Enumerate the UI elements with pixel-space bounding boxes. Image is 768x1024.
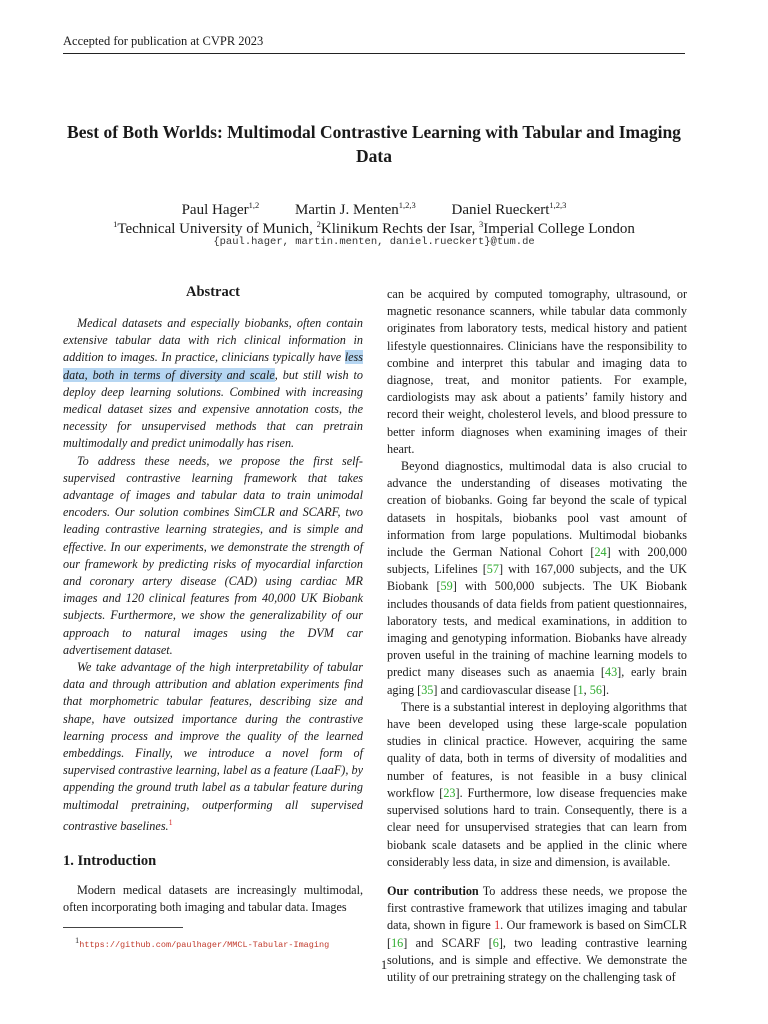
running-header: Accepted for publication at CVPR 2023 <box>63 34 264 48</box>
abstract <box>63 284 363 835</box>
citation-link[interactable]: 1 <box>577 682 584 697</box>
citation-link[interactable]: 56 <box>589 682 602 697</box>
footnote: $^1$https://github.com/paulhager/MMCL-Tabular-Imaging <box>75 934 330 950</box>
contribution-heading: Our contribution <box>387 883 479 898</box>
intro-paragraph: Modern medical datasets are increasingly multimodal, often incorporating both imaging and tabular data. Images <box>63 883 363 915</box>
author: Daniel Rueckert$^{1,2,3}$ <box>451 200 567 218</box>
citation-link[interactable]: 57 <box>486 562 499 577</box>
affiliations: $^1$Technical University of Munich, $^2$Klinikum Rechts der Isar, $^3$Imperial College London <box>113 219 635 237</box>
paper-title: Best of Both Worlds: Multimodal Contrastive Learning with Tabular and Imaging Data <box>67 122 681 166</box>
body-paragraph: There is a substantial interest in deploying algorithms that have been developed using these large-scale population studies in clinical practice. However, acquiring the same quality of data, both in terms of diversity of modalities and number of features, is not feasible in a busy clinical workflow [23]. Furthermore, low disease frequencies make supervised solutions hard to train. Consequently, there is a clear need for unsupervised strategies that can learn from biobank scale datasets and be applied in the clinic where considerably less data, in size and dimension, is available. <box>387 699 687 869</box>
abstract-heading: Abstract <box>186 284 240 300</box>
abstract-paragraph: Medical datasets and especially biobanks, often contain extensive tabular data with rich clinical information in addition to images. In practice, clinicians typically have less data, both in terms of diversity and scale, but still wish to deploy deep learning solutions. Combined with increasing medical dataset sizes and expensive annotation costs, the necessity for unsupervised methods that can pretrain multimodally and predict unimodally has risen. <box>63 316 363 451</box>
footnote-link[interactable]: https://github.com/paulhager/MMCL-Tabular-Imaging <box>79 939 330 950</box>
footnote-ref[interactable]: 1 <box>168 817 173 827</box>
contribution-paragraph: Our contribution To address these needs, we propose the first contrastive framework that utilizes imaging and tabular data, shown in figure 1. Our framework is based on SimCLR [16] and SCARF [6], two leading contrastive learning solutions, and is simple and effective. We demonstrate the utility of our pretraining strategy on the challenging task of <box>387 883 687 984</box>
author-emails: {paul.hager, martin.menten, daniel.rueckert}@tum.de <box>213 236 535 248</box>
footnote-rule <box>63 927 183 928</box>
text-selection[interactable]: less data, both in terms of diversity and scale <box>63 350 363 382</box>
body-paragraph: can be acquired by computed tomography, ultrasound, or magnetic resonance scanners, while tabular data commonly originates from laboratory tests, medical history and patient lifestyle questionnaires. Clinicians have the responsibility to combine and interpret this tabular and imaging data to diagnose, treat, and monitor patients. For example, cardiologists may ask about a patients’ family history and record their weight, cholesterol levels, and blood pressure to better inform diagnoses when examining images of their heart. <box>387 287 687 456</box>
author: Martin J. Menten$^{1,2,3}$ <box>295 200 416 218</box>
body-paragraph: Beyond diagnostics, multimodal data is also crucial to advance the understanding of diseases motivating the creation of biobanks. Going far beyond the scale of typical datasets in hospitals, biobanks pool vast amount of information from large populations. Multimodal biobanks include the German National Cohort [24] with 200,000 subjects, Lifelines [57] with 167,000 subjects, and the UK Biobank [59] with 500,000 subjects. The UK Biobank includes thousands of data fields from patient questionnaires, laboratory tests, and medical examinations, in addition to imaging and genotyping information. Biobanks have already proven useful in the training of machine learning models to predict many diseases such as anaemia [43], early brain aging [35] and cardiovascular disease [1, 56]. <box>387 459 688 697</box>
citation-link[interactable]: 35 <box>421 682 434 697</box>
left-column <box>63 284 363 950</box>
header-rule <box>63 53 685 54</box>
citation-link[interactable]: 23 <box>443 785 456 800</box>
citation-link[interactable]: 43 <box>604 665 618 680</box>
citation-link[interactable]: 6 <box>492 935 499 950</box>
citation-link[interactable]: 24 <box>594 545 607 560</box>
section-heading-introduction: 1. Introduction <box>63 853 157 870</box>
citation-link[interactable]: 16 <box>391 935 404 950</box>
author: Paul Hager$^{1,2}$ <box>181 200 260 218</box>
figure-ref[interactable]: 1 <box>494 918 501 933</box>
citation-link[interactable]: 59 <box>440 579 453 594</box>
page-number: 1 <box>380 958 388 972</box>
right-column <box>387 286 687 986</box>
abstract-paragraph: We take advantage of the high interpretability of tabular data and through attribution and ablation experiments find that morphometric tabular features, describing size and shape, have outsized importance during the contrastive learning process and improve the quality of the learned embeddings. Finally, we introduce a novel form of supervised contrastive learning, label as a feature (LaaF), by appending the ground truth label as a tabular feature during multimodal pretraining, outperforming all supervised contrastive baselines.$^1$ <box>63 660 363 833</box>
abstract-paragraph: To address these needs, we propose the first self-supervised contrastive learning framework that takes advantage of images and tabular data to train unimodal encoders. Our solution combines SimCLR and SCARF, two leading contrastive learning strategies, and is simple and effective. In our experiments, we demonstrate the strength of our framework by predicting risks of myocardial infarction and coronary artery disease (CAD) using cardiac MR images and 120 clinical features from 40,000 UK Biobank subjects. Furthermore, we show the generalizability of our approach to natural images using the DVM car advertisement dataset. <box>63 453 363 657</box>
